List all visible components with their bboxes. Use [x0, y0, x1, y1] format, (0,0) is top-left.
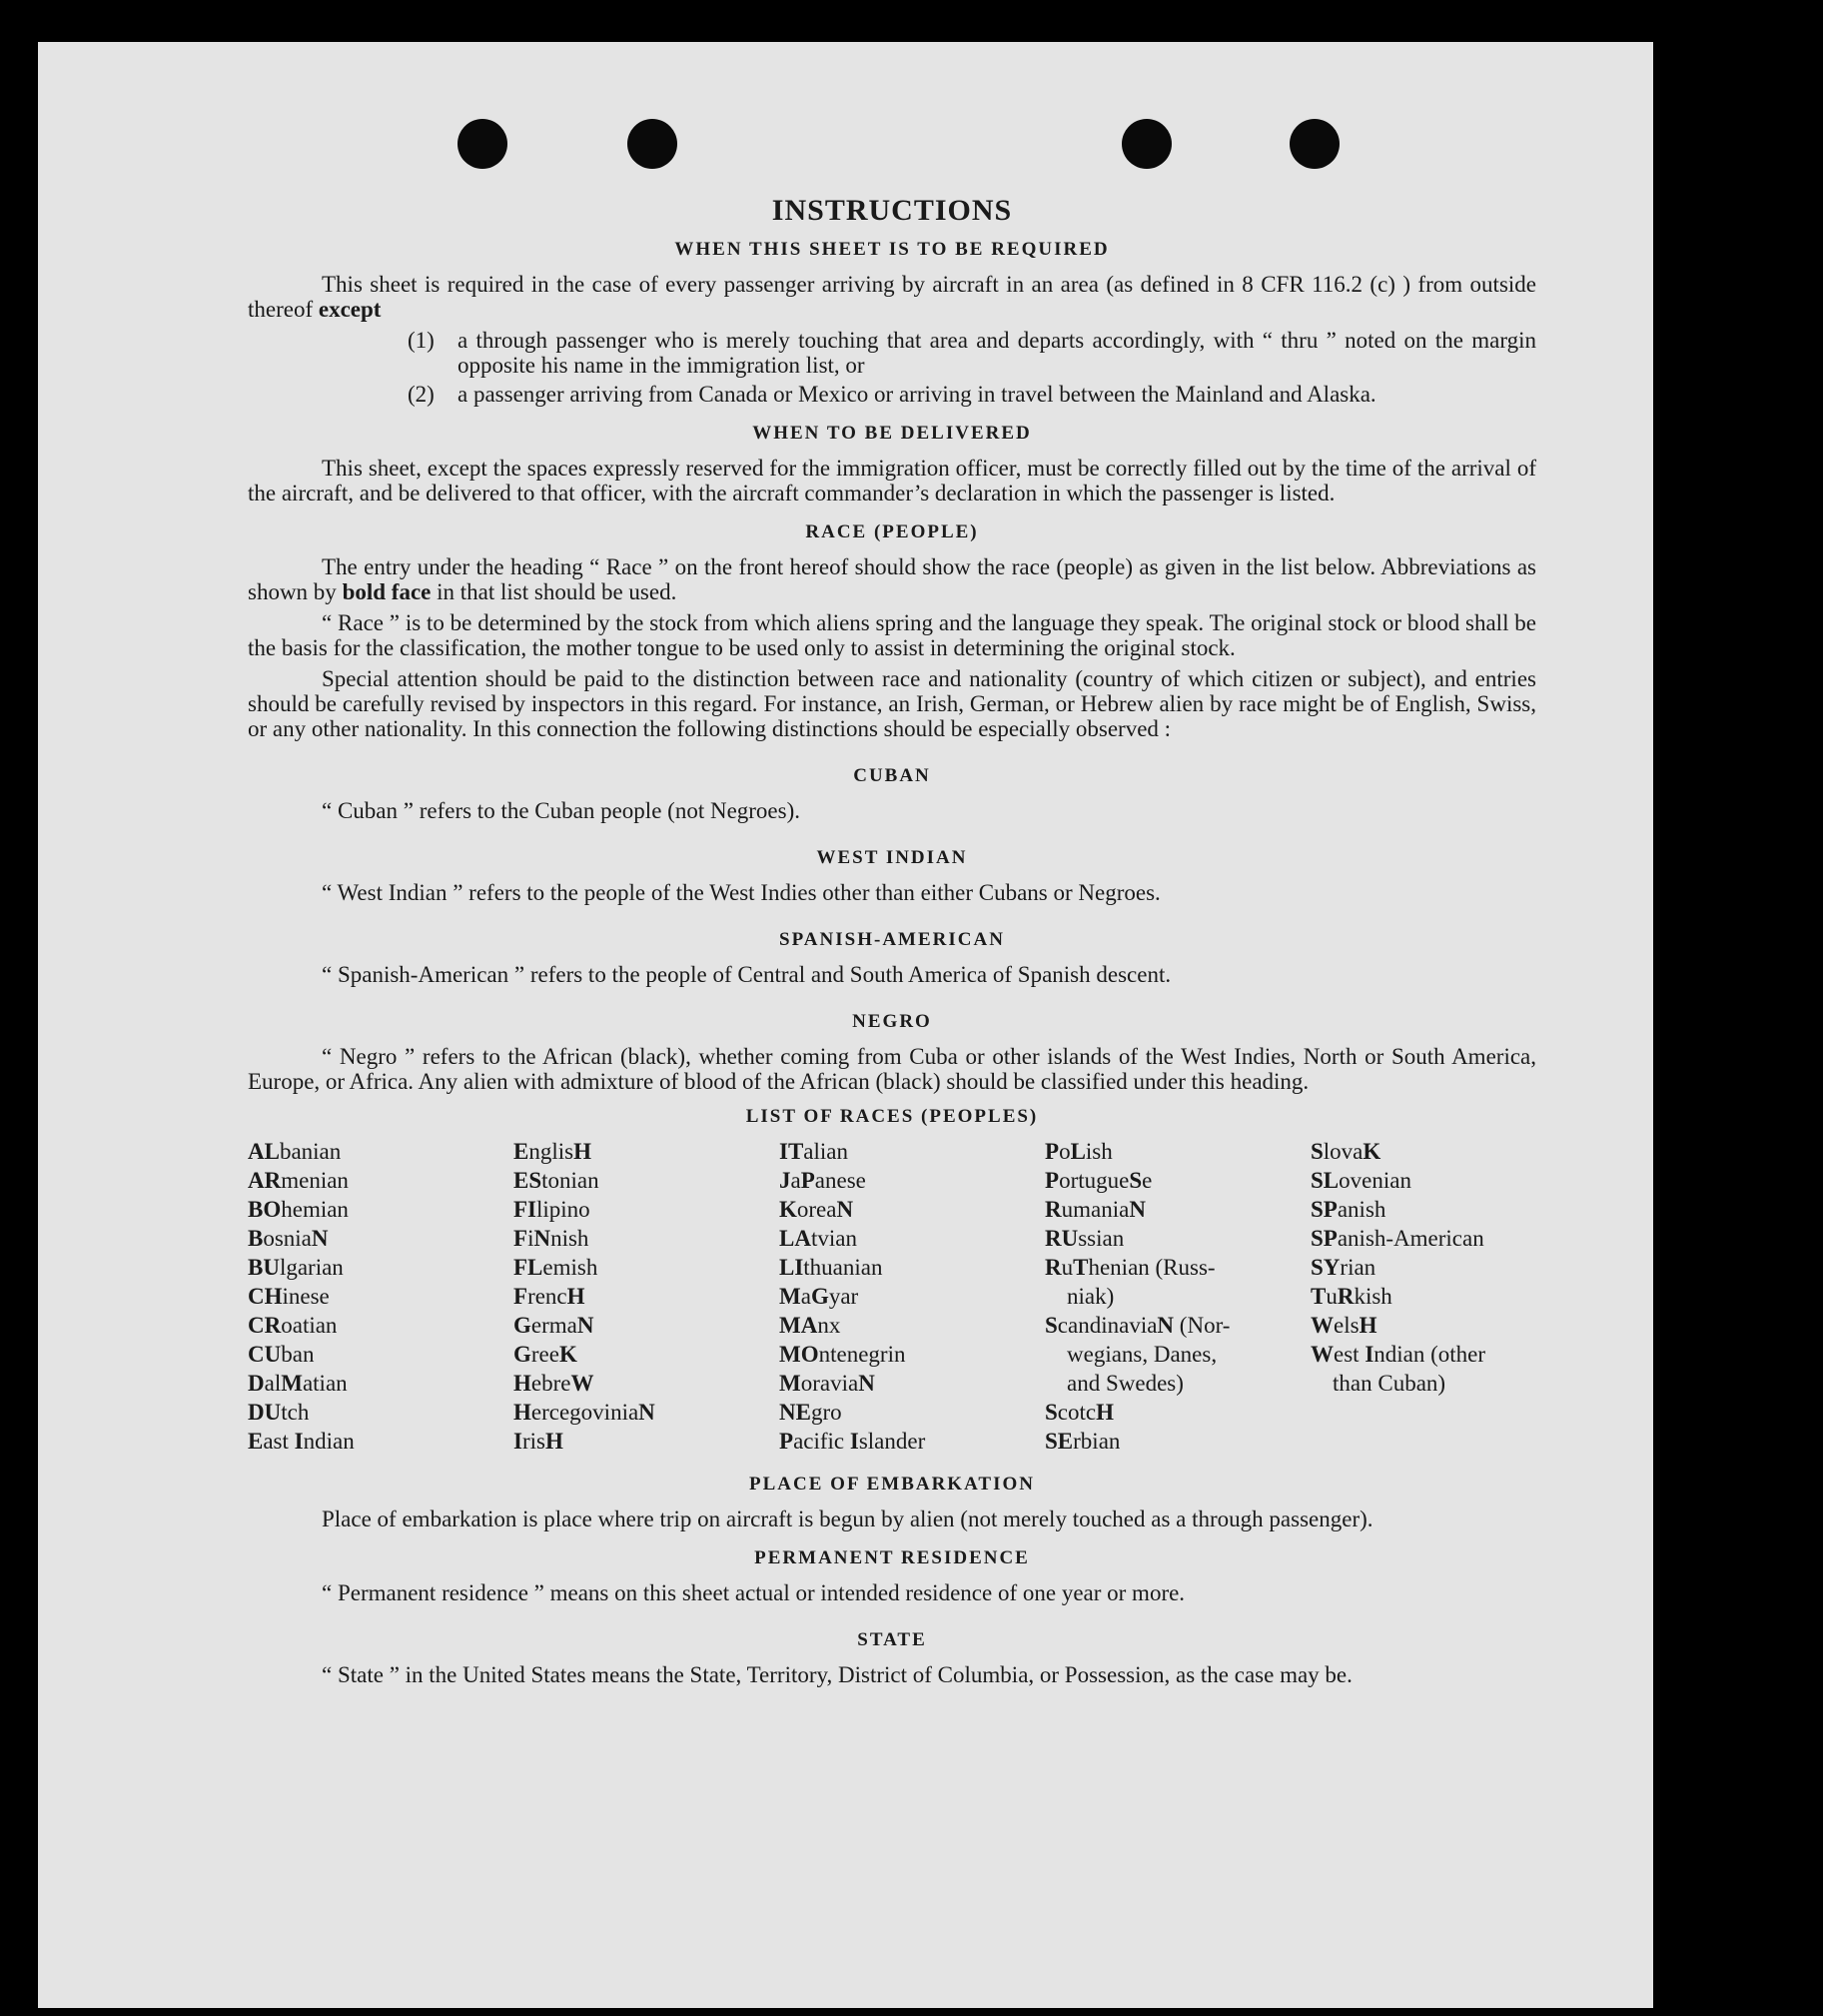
paragraph: “ Cuban ” refers to the Cuban people (not Negroes).: [322, 798, 801, 823]
race-column: [1311, 1139, 1576, 1458]
race-entry: ARmenian: [248, 1168, 349, 1193]
race-entry: BOhemian: [248, 1197, 349, 1222]
paragraph: “ Spanish-American ” refers to the people of Central and South America of Spanish descent.: [322, 962, 1172, 987]
race-entry: RuThenian (Russ-: [1045, 1255, 1216, 1280]
section-heading: SPANISH-AMERICAN: [779, 929, 1005, 950]
punch-hole: [457, 119, 507, 169]
race-column: [513, 1139, 779, 1458]
section-heading: WEST INDIAN: [816, 847, 968, 868]
list-item: (2) a passenger arriving from Canada or Mexico or arriving in travel between the Mainland and Alaska.: [408, 382, 1376, 407]
punch-hole: [1290, 119, 1340, 169]
race-entry: GermaN: [513, 1313, 594, 1338]
race-entry: BosniaN: [248, 1226, 329, 1251]
race-entry: MOntenegrin: [779, 1342, 906, 1367]
race-column: [1045, 1139, 1311, 1458]
section-heading: RACE (PEOPLE): [805, 521, 979, 542]
race-entry: NEgro: [779, 1400, 842, 1425]
paragraph: Place of embarkation is place where trip on aircraft is begun by alien (not merely touched as a through passenger).: [322, 1507, 1373, 1531]
page-title: INSTRUCTIONS: [771, 194, 1013, 227]
race-entry: ScotcH: [1045, 1400, 1114, 1425]
race-entry: EStonian: [513, 1168, 599, 1193]
section-heading: PERMANENT RESIDENCE: [754, 1547, 1030, 1568]
race-entry: ALbanian: [248, 1139, 342, 1164]
race-entry: LAtvian: [779, 1226, 857, 1251]
race-entry: East Indian: [248, 1429, 355, 1454]
race-entry: HebreW: [513, 1371, 594, 1396]
section-heading: LIST OF RACES (PEOPLES): [745, 1106, 1039, 1127]
race-entry: WelsH: [1311, 1313, 1377, 1338]
race-column: [248, 1139, 513, 1458]
race-entry: PoLish: [1045, 1139, 1113, 1164]
race-entry: BUlgarian: [248, 1255, 344, 1280]
paragraph: This sheet, except the spaces expressly reserved for the immigration officer, must be correctly filled out by the time of the arrival of the aircraft, and be delivered to that officer, with the aircraft commander’s declaration in which the passenger is listed.: [248, 456, 1536, 505]
paragraph: “ Race ” is to be determined by the stock from which aliens spring and the language they speak. The original stock or blood shall be the basis for the classification, the mother tongue to be used only to assist in determining the original stock.: [248, 610, 1536, 660]
race-entry: PortugueSe: [1045, 1168, 1153, 1193]
race-entry: SPanish: [1311, 1197, 1386, 1222]
race-entry: CHinese: [248, 1284, 330, 1309]
race-entry: LIthuanian: [779, 1255, 883, 1280]
race-entry: West Indian (other: [1311, 1342, 1486, 1367]
race-entry: wegians, Danes,: [1067, 1342, 1218, 1367]
race-entry: HercegoviniaN: [513, 1400, 655, 1425]
paragraph: The entry under the heading “ Race ” on the front hereof should show the race (people) as given in the list below. Abbreviations as shown by bold face in that list should be used.: [248, 554, 1536, 604]
race-list: [248, 1139, 1536, 1458]
document-page: [38, 42, 1653, 2008]
race-entry: DalMatian: [248, 1371, 348, 1396]
race-entry: FIlipino: [513, 1197, 590, 1222]
race-entry: and Swedes): [1067, 1371, 1184, 1396]
list-item: (1) a through passenger who is merely touching that area and departs accordingly, with “ thru ” noted on the margin opposite his name in the immigration list, or: [408, 328, 1536, 378]
race-entry: niak): [1067, 1284, 1115, 1309]
race-entry: MoraviaN: [779, 1371, 875, 1396]
race-entry: MaGyar: [779, 1284, 859, 1309]
race-entry: MAnx: [779, 1313, 841, 1338]
race-entry: IrisH: [513, 1429, 563, 1454]
race-entry: CUban: [248, 1342, 315, 1367]
section-heading: WHEN THIS SHEET IS TO BE REQUIRED: [674, 239, 1110, 260]
race-entry: Pacific Islander: [779, 1429, 926, 1454]
race-entry: FrencH: [513, 1284, 585, 1309]
race-entry: SErbian: [1045, 1429, 1121, 1454]
race-entry: KoreaN: [779, 1197, 854, 1222]
race-column: [779, 1139, 1045, 1458]
section-heading: PLACE OF EMBARKATION: [749, 1474, 1035, 1495]
race-entry: DUtch: [248, 1400, 310, 1425]
punch-hole: [1122, 119, 1172, 169]
race-entry: SYrian: [1311, 1255, 1376, 1280]
race-entry: EnglisH: [513, 1139, 591, 1164]
section-heading: STATE: [857, 1629, 927, 1650]
paragraph: Special attention should be paid to the distinction between race and nationality (country of which citizen or subject), and entries should be carefully revised by inspectors in this regard. For instance, an Irish, German, or Hebrew alien by race might be of English, Swiss, or any other nationality. In this connection the following distinctions should be especially observed :: [248, 666, 1536, 741]
race-entry: CRoatian: [248, 1313, 338, 1338]
race-entry: TuRkish: [1311, 1284, 1392, 1309]
paragraph: “ Permanent residence ” means on this sheet actual or intended residence of one year or more.: [322, 1580, 1186, 1605]
race-entry: GreeK: [513, 1342, 577, 1367]
race-entry: FLemish: [513, 1255, 598, 1280]
race-entry: FiNnish: [513, 1226, 589, 1251]
paragraph: “ West Indian ” refers to the people of the West Indies other than either Cubans or Negroes.: [322, 880, 1161, 905]
race-entry: than Cuban): [1333, 1371, 1446, 1396]
paragraph: This sheet is required in the case of every passenger arriving by aircraft in an area (as defined in 8 CFR 116.2 (c) ) from outside thereof except: [248, 272, 1536, 322]
section-heading: WHEN TO BE DELIVERED: [752, 423, 1032, 444]
race-entry: RumaniaN: [1045, 1197, 1146, 1222]
race-entry: ScandinaviaN (Nor-: [1045, 1313, 1231, 1338]
instructions-body: [248, 192, 1536, 1693]
race-entry: RUssian: [1045, 1226, 1125, 1251]
section-heading: CUBAN: [853, 765, 931, 786]
paragraph: “ Negro ” refers to the African (black), whether coming from Cuba or other islands of the West Indies, North or South America, Europe, or Africa. Any alien with admixture of blood of the African (black) should be classified under this heading.: [248, 1044, 1536, 1094]
punch-hole: [627, 119, 677, 169]
race-entry: SPanish-American: [1311, 1226, 1484, 1251]
race-entry: JaPanese: [779, 1168, 866, 1193]
race-entry: SlovaK: [1311, 1139, 1381, 1164]
race-entry: ITalian: [779, 1139, 848, 1164]
race-entry: SLovenian: [1311, 1168, 1411, 1193]
section-heading: NEGRO: [852, 1011, 932, 1032]
paragraph: “ State ” in the United States means the State, Territory, District of Columbia, or Possession, as the case may be.: [322, 1662, 1353, 1687]
